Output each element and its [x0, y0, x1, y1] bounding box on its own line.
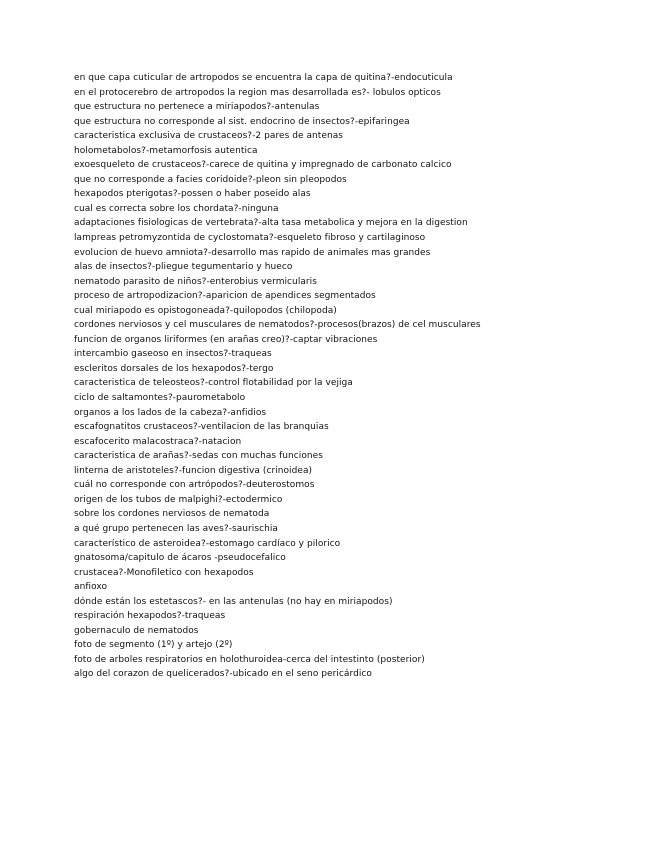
text-line: cual miriapodo es opistogoneada?-quilopodos (chilopoda) [74, 305, 337, 316]
text-line: caracteristica de arañas?-sedas con muchas funciones [74, 451, 323, 462]
text-line: que estructura no corresponde al sist. endocrino de insectos?-epifaringea [74, 116, 410, 127]
text-line: evolucion de huevo amniota?-desarrollo mas rapido de animales mas grandes [74, 247, 431, 258]
text-line: foto de arboles respiratorios en holothuroidea-cerca del intestinto (posterior) [74, 654, 425, 665]
text-line: cual es correcta sobre los chordata?-ninguna [74, 203, 279, 214]
text-line: que estructura no pertenece a miriapodos?-antenulas [74, 102, 320, 113]
text-line: caracteristica exclusiva de crustaceos?-2 pares de antenas [74, 131, 344, 142]
text-line: escafocerito malacostraca?-natacion [74, 436, 242, 447]
text-line: gnatosoma/capitulo de ácaros -pseudocefalico [74, 553, 286, 564]
text-line: intercambio gaseoso en insectos?-traqueas [74, 349, 272, 360]
text-line: escafognatitos crustaceos?-ventilacion de las branquias [74, 422, 329, 433]
text-line: que no corresponde a facies coridoide?-pleon sin pleopodos [74, 174, 347, 185]
text-line: proceso de artropodizacion?-aparicion de apendices segmentados [74, 291, 376, 302]
text-line: funcion de organos liriformes (en arañas creo)?-captar vibraciones [74, 334, 378, 345]
text-line: en el protocerebro de artropodos la region mas desarrollada es?- lobulos opticos [74, 87, 441, 98]
text-line: sobre los cordones nerviosos de nematoda [74, 509, 270, 520]
text-line: holometabolos?-metamorfosis autentica [74, 145, 258, 156]
text-line: dónde están los estetascos?- en las antenulas (no hay en miriapodos) [74, 596, 393, 607]
text-line: nematodo parasito de niños?-enterobius vermicularis [74, 276, 317, 287]
text-line: anfioxo [74, 582, 108, 593]
text-line: origen de los tubos de malpighi?-ectodermico [74, 494, 283, 505]
text-line: algo del corazon de quelicerados?-ubicado en el seno pericárdico [74, 669, 372, 680]
text-line: crustacea?-Monofiletico con hexapodos [74, 567, 254, 578]
text-line: foto de segmento (1º) y artejo (2º) [74, 640, 233, 651]
text-line: linterna de aristoteles?-funcion digestiva (crinoidea) [74, 465, 313, 476]
text-line: cuál no corresponde con artrópodos?-deuterostomos [74, 480, 315, 491]
text-line: adaptaciones fisiologicas de vertebrata?-alta tasa metabolica y mejora en la digestion [74, 218, 468, 229]
text-line: organos a los lados de la cabeza?-anfidios [74, 407, 267, 418]
text-line: respiración hexapodos?-traqueas [74, 611, 226, 622]
text-line: ciclo de saltamontes?-paurometabolo [74, 393, 246, 404]
text-line: alas de insectos?-pliegue tegumentario y hueco [74, 262, 293, 273]
document-body [74, 71, 634, 682]
text-line: gobernaculo de nematodos [74, 625, 199, 636]
text-line: hexapodos pterigotas?-possen o haber poseido alas [74, 189, 311, 200]
text-line: lampreas petromyzontida de cyclostomata?-esqueleto fibroso y cartilaginoso [74, 233, 426, 244]
text-line: a qué grupo pertenecen las aves?-saurischia [74, 523, 278, 534]
text-line: escleritos dorsales de los hexapodos?-tergo [74, 363, 274, 374]
text-line: exoesqueleto de crustaceos?-carece de quitina y impregnado de carbonato calcico [74, 160, 452, 171]
text-line: caracteristica de teleosteos?-control flotabilidad por la vejiga [74, 378, 353, 389]
text-line: en que capa cuticular de artropodos se encuentra la capa de quitina?-endocuticula [74, 73, 453, 83]
text-line: característico de asteroidea?-estomago cardíaco y pilorico [74, 538, 341, 549]
text-line: cordones nerviosos y cel musculares de nematodos?-procesos(brazos) de cel musculares [74, 320, 481, 331]
